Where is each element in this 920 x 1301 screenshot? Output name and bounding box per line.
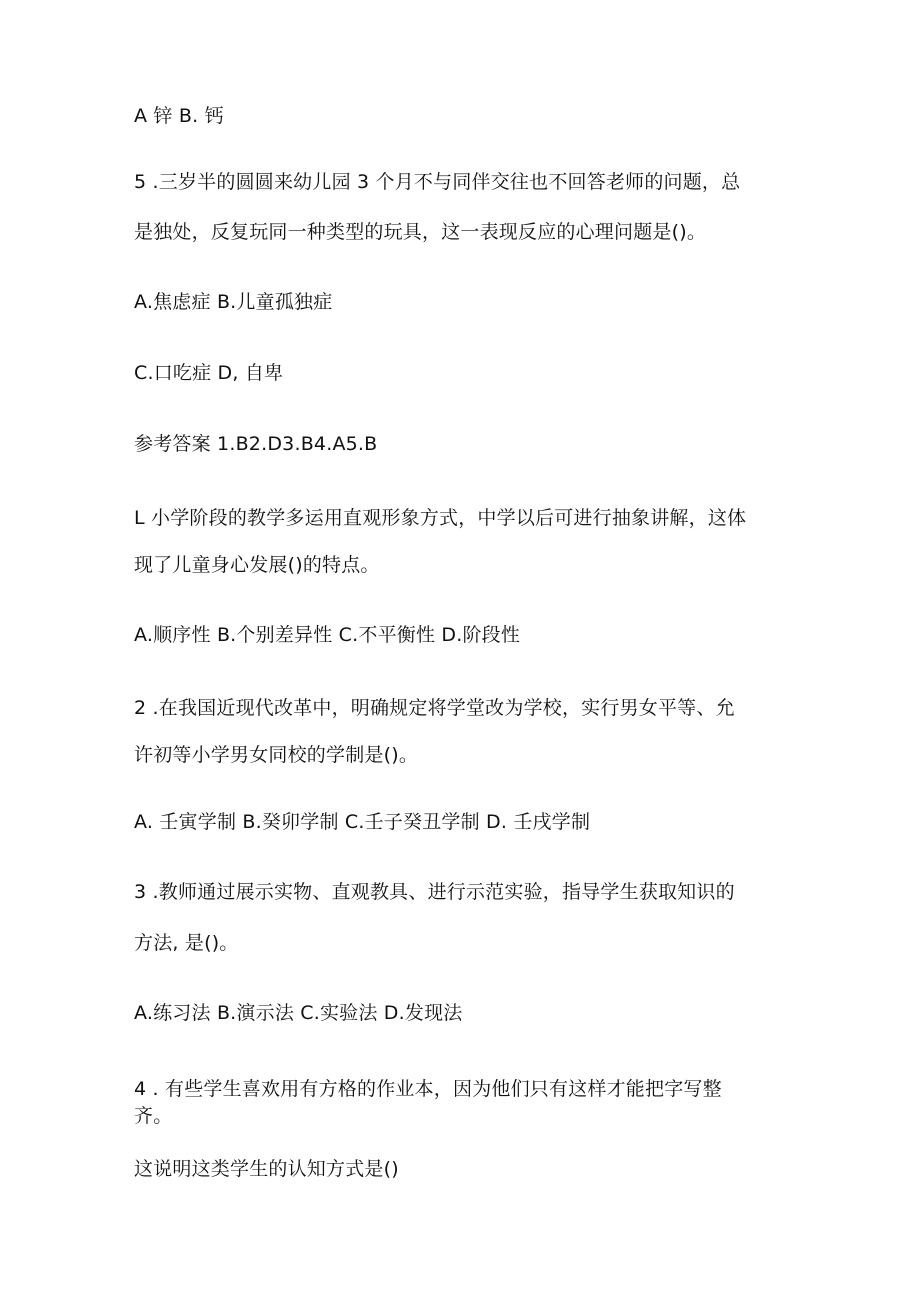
question-1-options: A.顺序性 B.个别差异性 C.不平衡性 D.阶段性 bbox=[134, 624, 521, 646]
text-line: A 锌 B. 钙 bbox=[134, 105, 224, 127]
question-2-text: 2 .在我国近现代改革中，明确规定将学堂改为学校，实行男女平等、允 bbox=[134, 697, 735, 719]
question-5-text-cont: 是独处，反复玩同一种类型的玩具，这一表现反应的心理问题是()。 bbox=[134, 221, 707, 243]
question-1-text-cont: 现了儿童身心发展()的特点。 bbox=[134, 554, 380, 576]
question-5-options-cd: C.口吃症 D, 自卑 bbox=[134, 362, 284, 384]
question-4-text-cont2: 这说明这类学生的认知方式是() bbox=[134, 1158, 399, 1180]
question-2-options: A. 壬寅学制 B.癸卯学制 C.壬子癸丑学制 D. 壬戌学制 bbox=[134, 811, 591, 833]
question-2-text-cont: 许初等小学男女同校的学制是()。 bbox=[134, 744, 419, 766]
question-5-options-ab: A.焦虑症 B.儿童孤独症 bbox=[134, 291, 333, 313]
question-3-options: A.练习法 B.演示法 C.实验法 D.发现法 bbox=[134, 1002, 463, 1024]
question-4-text-cont: 齐。 bbox=[134, 1105, 173, 1127]
question-3-text: 3 .教师通过展示实物、直观教具、进行示范实验，指导学生获取知识的 bbox=[134, 881, 735, 903]
question-3-text-cont: 方法, 是()。 bbox=[134, 932, 239, 954]
question-5-text: 5 .三岁半的圆圆来幼儿园 3 个月不与同伴交往也不回答老师的问题，总 bbox=[134, 171, 741, 193]
question-1-text: L 小学阶段的教学多运用直观形象方式，中学以后可进行抽象讲解，这体 bbox=[134, 507, 747, 529]
question-4-text: 4 . 有些学生喜欢用有方格的作业本，因为他们只有这样才能把字写整 bbox=[134, 1078, 722, 1100]
answer-key: 参考答案 1.B2.D3.B4.A5.B bbox=[134, 433, 378, 455]
